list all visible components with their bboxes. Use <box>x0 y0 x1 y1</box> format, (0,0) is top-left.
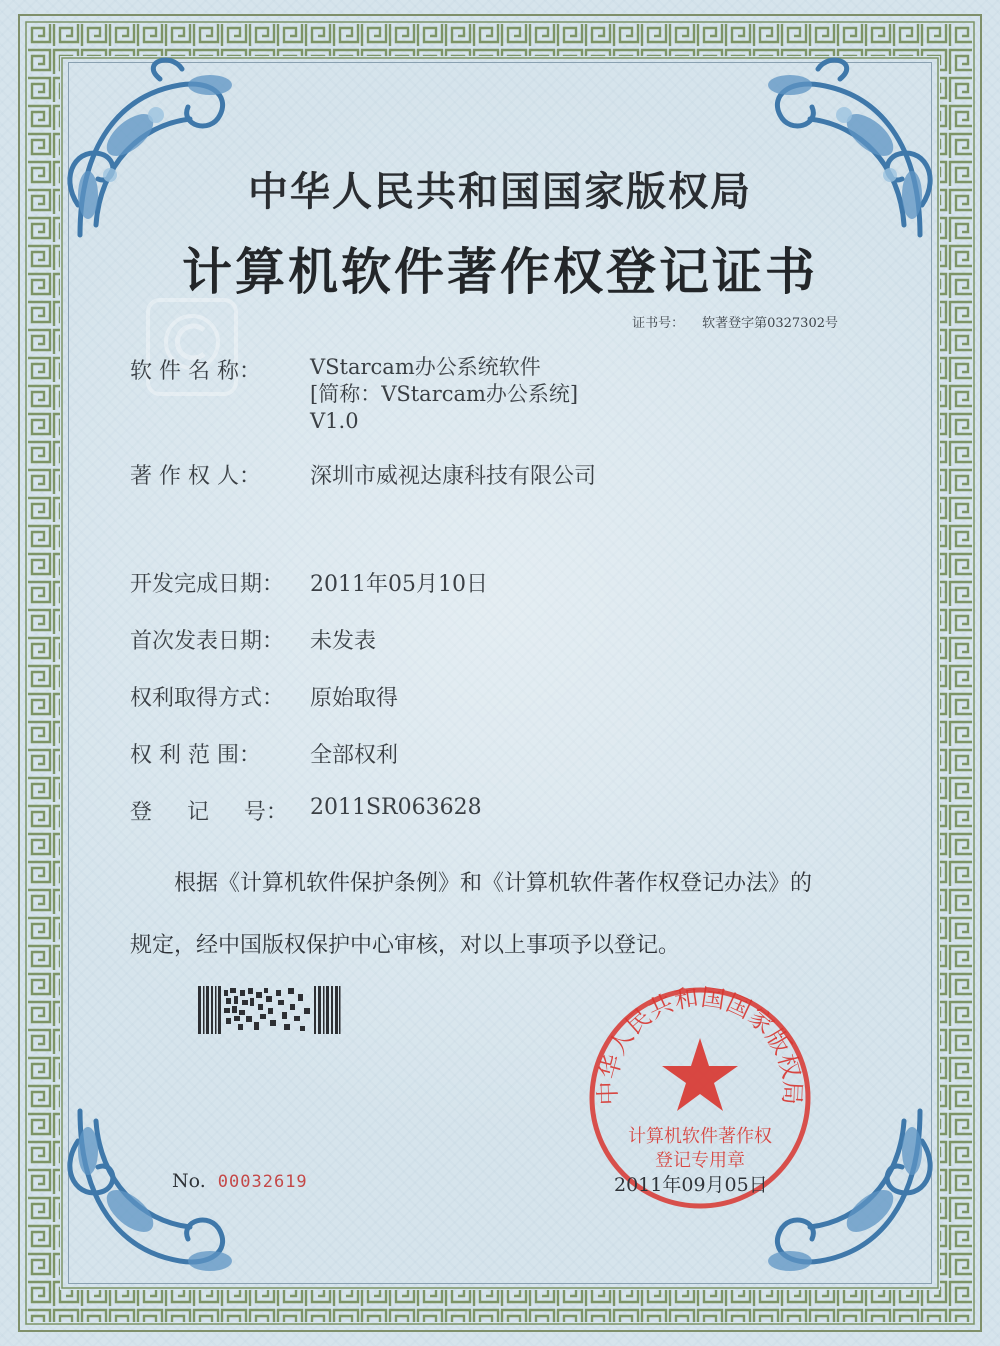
registration-number-label: 登 记 号： <box>130 800 288 825</box>
publish-date-label: 首次发表日期： <box>130 629 285 654</box>
certificate-number-label: 证书号： <box>632 316 685 331</box>
software-name-block <box>310 354 578 435</box>
seal-inner-line-2: 登记专用章 <box>655 1150 745 1171</box>
issuer-name: 中华人民共和国国家版权局 <box>248 168 752 215</box>
seal-inner-line-1: 计算机软件著作权 <box>628 1126 772 1147</box>
publish-date-value: 未发表 <box>310 629 377 654</box>
seal-outer-text: 中华人民共和国国家版权局 <box>593 983 807 1106</box>
serial-number <box>172 1170 308 1192</box>
rights-scope-value: 全部权利 <box>310 743 399 768</box>
software-name-label: 软 件 名 称： <box>130 359 261 384</box>
statement-line-2: 规定，经中国版权保护中心审核，对以上事项予以登记。 <box>130 933 681 958</box>
issue-date: 2011年09月05日 <box>614 1174 768 1196</box>
corner-ornament-top-left <box>60 55 260 255</box>
completion-date-value: 2011年05月10日 <box>310 572 488 597</box>
owner-label: 著 作 权 人： <box>130 464 261 489</box>
software-short-name: [简称：VStarcam办公系统] <box>310 382 579 406</box>
corner-ornament-top-right <box>740 55 940 255</box>
completion-date-label: 开发完成日期： <box>130 572 285 597</box>
statement-line-1: 根据《计算机软件保护条例》和《计算机软件著作权登记办法》的 <box>174 871 813 896</box>
owner-value: 深圳市威视达康科技有限公司 <box>310 464 597 489</box>
software-version: V1.0 <box>310 409 359 433</box>
registration-number-value: 2011SR063628 <box>310 795 482 820</box>
software-name-value: VStarcam办公系统软件 <box>310 355 541 379</box>
certificate-title: 计算机软件著作权登记证书 <box>182 242 818 301</box>
serial-number-label: No. <box>172 1170 206 1192</box>
acquire-method-label: 权利取得方式： <box>130 686 285 711</box>
seal-star-icon <box>662 1038 738 1111</box>
barcode <box>198 986 342 1034</box>
certificate-number-value: 软著登字第0327302号 <box>702 316 838 331</box>
acquire-method-value: 原始取得 <box>310 686 399 711</box>
serial-number-value: 00032619 <box>217 1172 308 1192</box>
certificate-number <box>632 312 838 331</box>
rights-scope-label: 权 利 范 围： <box>130 743 261 768</box>
